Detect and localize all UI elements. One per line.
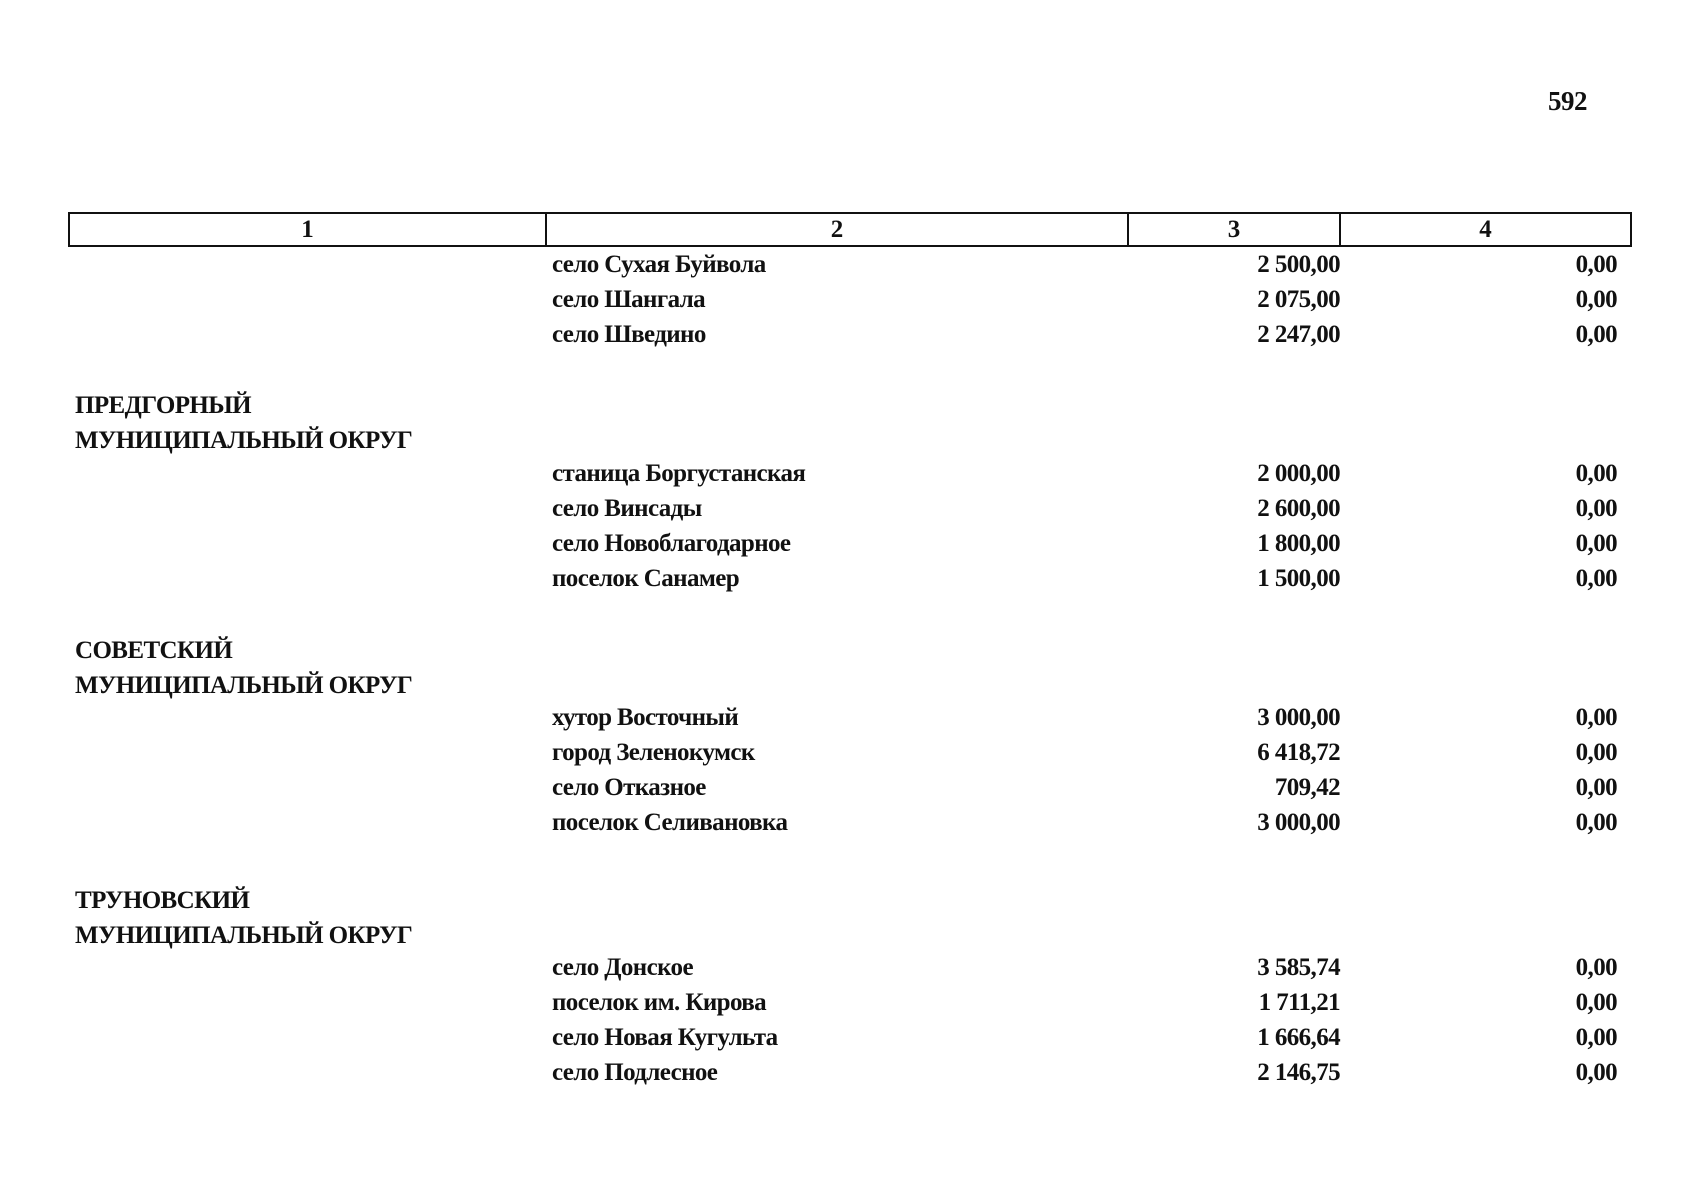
amount-value: 3 585,74 — [1257, 954, 1340, 981]
district-title — [75, 633, 412, 703]
amount-value: 6 418,72 — [1257, 739, 1340, 766]
amount-value-2: 0,00 — [1575, 460, 1617, 487]
amount-value: 709,42 — [1274, 774, 1340, 801]
amount-value-2: 0,00 — [1575, 1024, 1617, 1051]
settlement-name: поселок Санамер — [552, 565, 740, 592]
amount-value-2: 0,00 — [1575, 704, 1617, 731]
settlement-name: поселок им. Кирова — [552, 989, 767, 1016]
amount-value-2: 0,00 — [1575, 286, 1617, 313]
column-header-1: 1 — [70, 214, 547, 245]
amount-value: 1 666,64 — [1257, 1024, 1340, 1051]
district-title-line-2: МУНИЦИПАЛЬНЫЙ ОКРУГ — [75, 922, 413, 949]
amount-value-2: 0,00 — [1575, 809, 1617, 836]
amount-value-2: 0,00 — [1575, 989, 1617, 1016]
amount-value-2: 0,00 — [1575, 251, 1617, 278]
settlement-name: хутор Восточный — [552, 704, 739, 731]
settlement-name: село Отказное — [552, 774, 706, 801]
amount-value: 2 247,00 — [1257, 321, 1340, 348]
amount-value-2: 0,00 — [1575, 495, 1617, 522]
amount-value-2: 0,00 — [1575, 565, 1617, 592]
district-title-line-2: МУНИЦИПАЛЬНЫЙ ОКРУГ — [75, 672, 413, 699]
amount-value: 2 000,00 — [1257, 460, 1340, 487]
district-title-line-2: МУНИЦИПАЛЬНЫЙ ОКРУГ — [75, 427, 413, 454]
amount-value-2: 0,00 — [1575, 774, 1617, 801]
settlement-name: село Подлесное — [552, 1059, 718, 1086]
district-title — [75, 883, 412, 953]
amount-value-2: 0,00 — [1575, 530, 1617, 557]
settlement-name: село Шведино — [552, 321, 706, 348]
amount-value: 2 075,00 — [1257, 286, 1340, 313]
column-header-4: 4 — [1479, 216, 1492, 243]
district-title-line-1: СОВЕТСКИЙ — [75, 637, 233, 664]
settlement-name: село Донское — [552, 954, 693, 981]
amount-value: 2 146,75 — [1257, 1059, 1340, 1086]
settlement-name: поселок Селивановка — [552, 809, 788, 836]
amount-value: 1 500,00 — [1257, 565, 1340, 592]
district-title-line-1: ТРУНОВСКИЙ — [75, 887, 250, 914]
district-title-line-1: ПРЕДГОРНЫЙ — [75, 392, 252, 419]
amount-value-2: 0,00 — [1575, 739, 1617, 766]
column-header-3: 3 — [1129, 214, 1341, 245]
amount-value-2: 0,00 — [1575, 321, 1617, 348]
amount-value: 1 711,21 — [1258, 989, 1340, 1016]
amount-value: 3 000,00 — [1257, 704, 1340, 731]
amount-value: 1 800,00 — [1257, 530, 1340, 557]
amount-value: 3 000,00 — [1257, 809, 1340, 836]
settlement-name: село Шангала — [552, 286, 706, 313]
settlement-name: село Винсады — [552, 495, 702, 522]
amount-value: 2 500,00 — [1257, 251, 1340, 278]
amount-value-2: 0,00 — [1575, 954, 1617, 981]
table-header — [68, 212, 1632, 247]
amount-value: 2 600,00 — [1257, 495, 1340, 522]
district-title — [75, 388, 412, 458]
settlement-name: село Новая Кугульта — [552, 1024, 778, 1051]
amount-value-2: 0,00 — [1575, 1059, 1617, 1086]
page-number: 592 — [1548, 86, 1587, 116]
column-header-2: 2 — [547, 214, 1129, 245]
settlement-name: город Зеленокумск — [552, 739, 755, 766]
settlement-name: станица Боргустанская — [552, 460, 806, 487]
settlement-name: село Сухая Буйвола — [552, 251, 766, 278]
settlement-name: село Новоблагодарное — [552, 530, 791, 557]
